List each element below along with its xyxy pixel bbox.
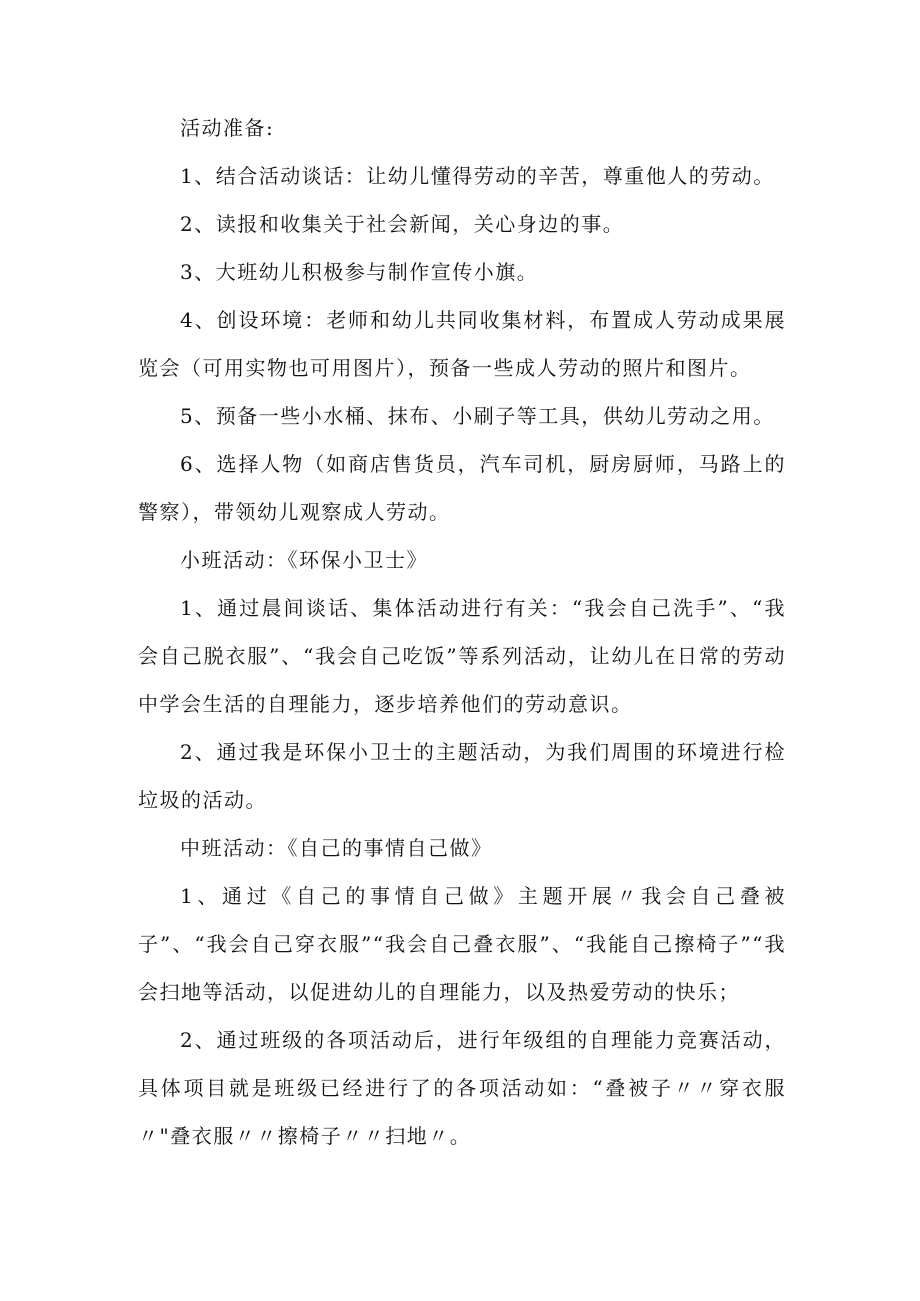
paragraph: 2、通过班级的各项活动后，进行年级组的自理能力竞赛活动，具体项目就是班级已经进行了的各项活动如：“叠被子〃〃穿衣服〃"叠衣服〃〃擦椅子〃〃扫地〃。	[138, 1028, 786, 1148]
section-heading-small-class: 小班活动：《环保小卫士》	[180, 548, 428, 572]
section-heading-middle-class: 中班活动：《自己的事情自己做》	[180, 836, 493, 860]
paragraph: 1、通过晨间谈话、集体活动进行有关：“我会自己洗手”、“我会自己脱衣服”、“我会自己吃饭”等系列活动，让幼儿在日常的劳动中学会生活的自理能力，逐步培养他们的劳动意识。	[138, 596, 786, 716]
document-body	[138, 104, 786, 1160]
paragraph: 2、通过我是环保小卫士的主题活动，为我们周围的环境进行检垃圾的活动。	[138, 740, 786, 812]
paragraph: 2、读报和收集关于社会新闻，关心身边的事。	[180, 212, 625, 236]
paragraph: 4、创设环境：老师和幼儿共同收集材料，布置成人劳动成果展览会（可用实物也可用图片），预备一些成人劳动的照片和图片。	[138, 308, 786, 380]
section-heading-preparation: 活动准备:	[180, 116, 275, 140]
paragraph: 5、预备一些小水桶、抹布、小刷子等工具，供幼儿劳动之用。	[180, 404, 775, 428]
paragraph: 6、选择人物（如商店售货员，汽车司机，厨房厨师，马路上的警察），带领幼儿观察成人劳动。	[138, 452, 786, 524]
paragraph: 1、通过《自己的事情自己做》主题开展〃我会自己叠被子”、“我会自己穿衣服”“我会自己叠衣服”、“我能自己擦椅子”“我会扫地等活动，以促进幼儿的自理能力，以及热爱劳动的快乐；	[138, 884, 786, 1004]
paragraph: 3、大班幼儿积极参与制作宣传小旗。	[180, 260, 539, 284]
paragraph: 1、结合活动谈话：让幼儿懂得劳动的辛苦，尊重他人的劳动。	[180, 164, 775, 188]
